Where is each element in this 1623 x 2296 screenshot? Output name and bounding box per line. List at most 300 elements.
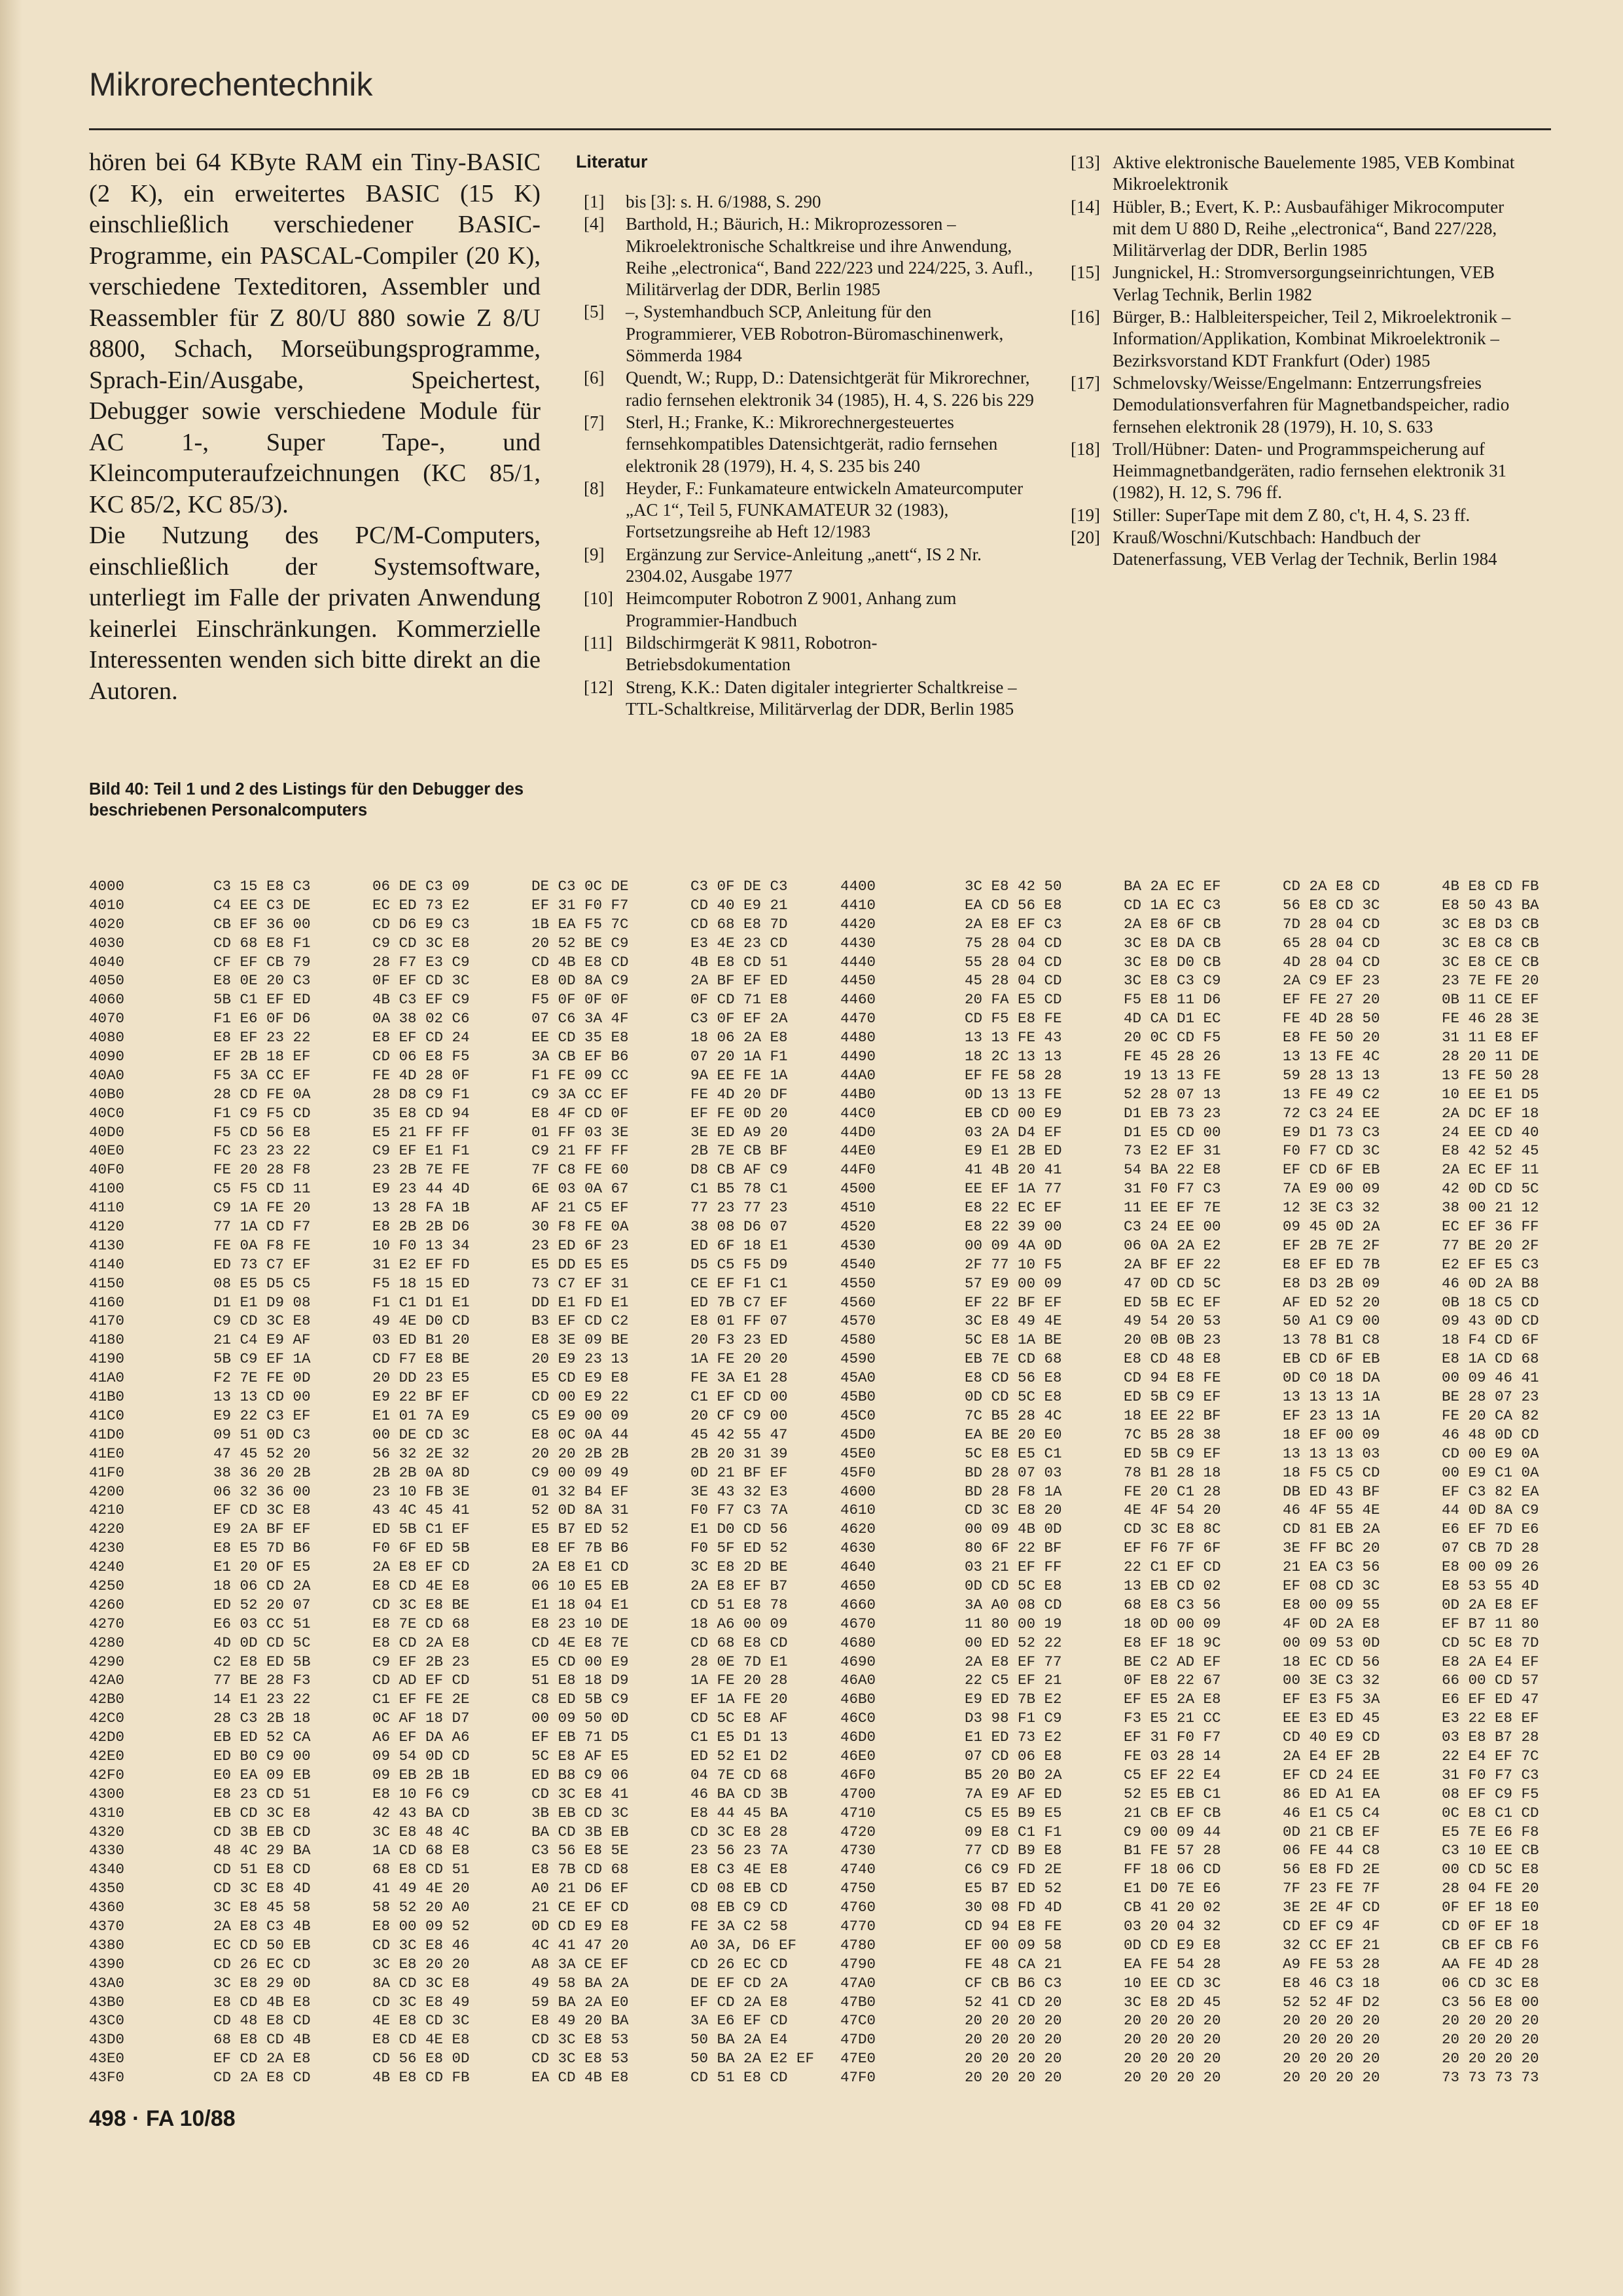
listing-address: 47D0 — [840, 2031, 876, 2049]
listing-bytes: EA FE 54 28 — [1124, 1955, 1221, 1973]
listing-bytes: CF CB B6 C3 — [965, 1974, 1062, 1992]
listing-address: 4710 — [840, 1804, 876, 1821]
listing-bytes: E8 CD 2A E8 — [372, 1634, 470, 1651]
reference-item — [579, 478, 1034, 543]
listing-address: 4750 — [840, 1880, 876, 1897]
listing-bytes: 22 E4 EF 7C — [1442, 1747, 1539, 1765]
listing-bytes: E1 D0 CD 56 — [690, 1520, 788, 1538]
listing-bytes: ED 6F 18 E1 — [690, 1236, 788, 1254]
reference-text: Streng, K.K.: Daten digitaler integrierter Schaltkreise – TTL-Schaltkreise, Militärverlag der DDR, Berlin 1985 — [626, 677, 1017, 719]
listing-bytes: 13 FE 50 28 — [1442, 1066, 1539, 1084]
listing-address: 44D0 — [840, 1123, 876, 1141]
listing-bytes: 30 F8 FE 0A — [531, 1218, 629, 1236]
listing-bytes: EB CD 6F EB — [1283, 1350, 1380, 1368]
listing-bytes: 13 FE 49 C2 — [1283, 1085, 1380, 1103]
listing-row — [840, 934, 1601, 953]
listing-bytes: CD 3C E8 41 — [531, 1785, 629, 1803]
listing-bytes: 3C E8 42 50 — [965, 878, 1062, 895]
listing-row — [840, 1047, 1601, 1066]
listing-address: 4040 — [89, 953, 125, 971]
listing-address: 4590 — [840, 1350, 876, 1368]
listing-address: 4420 — [840, 915, 876, 933]
listing-row — [840, 1350, 1601, 1369]
listing-bytes: CD 00 E9 0A — [1442, 1444, 1539, 1462]
listing-address: 4100 — [89, 1180, 125, 1198]
listing-bytes: 20 20 20 20 — [1283, 2050, 1380, 2068]
listing-bytes: 13 28 FA 1B — [372, 1199, 470, 1217]
listing-row — [89, 1255, 849, 1274]
listing-bytes: 2A EC EF 11 — [1442, 1161, 1539, 1179]
listing-bytes: CD 00 E9 22 — [531, 1388, 629, 1406]
listing-bytes: 19 13 13 FE — [1124, 1066, 1221, 1084]
listing-bytes: C3 0F DE C3 — [690, 878, 788, 895]
listing-address: 4730 — [840, 1842, 876, 1859]
listing-bytes: 24 EE CD 40 — [1442, 1123, 1539, 1141]
listing-bytes: E8 2B 2B D6 — [372, 1218, 470, 1236]
listing-bytes: 73 E2 EF 31 — [1124, 1142, 1221, 1160]
listing-address: 4790 — [840, 1955, 876, 1973]
listing-bytes: E2 EF E5 C3 — [1442, 1255, 1539, 1273]
listing-address: 47A0 — [840, 1974, 876, 1992]
listing-bytes: 32 CC EF 21 — [1283, 1936, 1380, 1954]
listing-row — [89, 1160, 849, 1179]
listing-address: 4310 — [89, 1804, 125, 1821]
listing-bytes: 20 0B 0B 23 — [1124, 1331, 1221, 1349]
listing-bytes: 38 36 20 2B — [213, 1463, 311, 1481]
listing-bytes: DE EF CD 2A — [690, 1974, 788, 1992]
listing-bytes: CD 3C E8 46 — [372, 1936, 470, 1954]
listing-bytes: E8 44 45 BA — [690, 1804, 788, 1821]
listing-bytes: E9 ED 7B E2 — [965, 1691, 1062, 1708]
listing-bytes: E8 46 C3 18 — [1283, 1974, 1380, 1992]
listing-bytes: E9 D1 73 C3 — [1283, 1123, 1380, 1141]
listing-bytes: 12 3E C3 32 — [1283, 1199, 1380, 1217]
listing-row — [89, 1709, 849, 1728]
listing-row — [840, 1577, 1601, 1596]
listing-bytes: EA CD 56 E8 — [965, 896, 1062, 914]
listing-bytes: 18 EF 00 09 — [1283, 1426, 1380, 1443]
listing-bytes: EF 23 13 1A — [1283, 1407, 1380, 1424]
listing-bytes: CD 3C E8 20 — [965, 1501, 1062, 1519]
listing-bytes: 44 0D 8A C9 — [1442, 1501, 1539, 1519]
listing-row — [840, 2030, 1601, 2049]
listing-bytes: 00 E9 C1 0A — [1442, 1463, 1539, 1481]
listing-row — [89, 990, 849, 1009]
listing-bytes: 8A CD 3C E8 — [372, 1974, 470, 1992]
listing-bytes: C3 15 E8 C3 — [213, 878, 311, 895]
listing-row — [89, 1766, 849, 1785]
listing-bytes: 41 4B 20 41 — [965, 1161, 1062, 1179]
listing-row — [840, 1331, 1601, 1350]
listing-bytes: 06 DE C3 09 — [372, 878, 470, 895]
listing-bytes: 3C E8 C8 CB — [1442, 934, 1539, 952]
listing-bytes: 20 20 20 20 — [1442, 2031, 1539, 2049]
listing-bytes: FE 48 CA 21 — [965, 1955, 1062, 1973]
listing-bytes: 20 20 20 20 — [965, 2050, 1062, 2068]
listing-bytes: 45 42 55 47 — [690, 1426, 788, 1443]
listing-bytes: 59 28 13 13 — [1283, 1066, 1380, 1084]
listing-address: 4260 — [89, 1596, 125, 1613]
listing-bytes: 78 B1 28 18 — [1124, 1463, 1221, 1481]
listing-address: 44B0 — [840, 1085, 876, 1103]
reference-text: bis [3]: s. H. 6/1988, S. 290 — [626, 192, 821, 211]
listing-bytes: 09 54 0D CD — [372, 1747, 470, 1765]
listing-bytes: 18 A6 00 09 — [690, 1615, 788, 1632]
listing-bytes: FF 18 06 CD — [1124, 1861, 1221, 1878]
listing-bytes: 0D 2A E8 EF — [1442, 1596, 1539, 1613]
listing-bytes: 59 BA 2A E0 — [531, 1993, 629, 2011]
reference-item — [1065, 152, 1524, 196]
listing-address: 4550 — [840, 1274, 876, 1292]
listing-row — [840, 1520, 1601, 1539]
listing-bytes: 2A E8 EF B7 — [690, 1577, 788, 1594]
listing-bytes: 06 32 36 00 — [213, 1482, 311, 1500]
lead-paragraph-2: Die Nutzung des PC/M-Computers, einschließlich der Systemsoftware, unterliegt im Falle der privaten Anwendung keinerlei Einschränkungen. Kommerzielle Interessenten wenden sich bitte direkt an die Autoren. — [89, 522, 541, 705]
listing-bytes: 21 C4 E9 AF — [213, 1331, 311, 1349]
listing-row — [840, 1312, 1601, 1331]
lead-text — [89, 147, 541, 707]
listing-bytes: CD 3B EB CD — [213, 1823, 311, 1840]
listing-bytes: E8 42 52 45 — [1442, 1142, 1539, 1160]
listing-bytes: 56 E8 FD 2E — [1283, 1861, 1380, 1878]
listing-bytes: EF FE 0D 20 — [690, 1104, 788, 1122]
listing-bytes: C9 21 FF FF — [531, 1142, 629, 1160]
listing-bytes: 09 E8 C1 F1 — [965, 1823, 1062, 1840]
listing-bytes: F1 C1 D1 E1 — [372, 1293, 470, 1311]
listing-row — [89, 1879, 849, 1898]
listing-row — [840, 1879, 1601, 1898]
listing-bytes: 3C E8 45 58 — [213, 1899, 311, 1916]
listing-bytes: 23 2B 7E FE — [372, 1161, 470, 1179]
listing-bytes: ED 5B EC EF — [1124, 1293, 1221, 1311]
listing-address: 4460 — [840, 991, 876, 1009]
listing-bytes: FE 3A C2 58 — [690, 1917, 788, 1935]
listing-bytes: 00 09 53 0D — [1283, 1634, 1380, 1651]
listing-row — [89, 1690, 849, 1709]
reference-text: Quendt, W.; Rupp, D.: Datensichtgerät für Mikrorechner, radio fernsehen elektronik 34 (1985), H. 4, S. 226 bis 229 — [626, 368, 1034, 410]
page-footer: 498 · FA 10/88 — [89, 2106, 236, 2131]
listing-bytes: C9 CD 3C E8 — [213, 1312, 311, 1330]
listing-bytes: 28 D8 C9 F1 — [372, 1085, 470, 1103]
listing-bytes: 01 32 B4 EF — [531, 1482, 629, 1500]
listing-row — [840, 1198, 1601, 1217]
listing-bytes: EF 22 BF EF — [965, 1293, 1062, 1311]
listing-bytes: 5C E8 E5 C1 — [965, 1444, 1062, 1462]
reference-item — [579, 632, 1034, 676]
listing-bytes: 00 ED 52 22 — [965, 1634, 1062, 1651]
reference-text: Krauß/Woschni/Kutschbach: Handbuch der Datenerfassung, VEB Verlag der Technik, Berlin 1984 — [1113, 528, 1497, 569]
listing-row — [89, 1217, 849, 1236]
listing-bytes: 31 F0 F7 C3 — [1124, 1180, 1221, 1198]
listing-bytes: ED 5B C9 EF — [1124, 1444, 1221, 1462]
listing-address: 42D0 — [89, 1729, 125, 1746]
reference-item — [1065, 196, 1524, 262]
listing-row — [840, 1993, 1601, 2012]
listing-bytes: 7F C8 FE 60 — [531, 1161, 629, 1179]
listing-address: 4230 — [89, 1539, 125, 1557]
reference-number: [15] — [1071, 262, 1100, 283]
listing-bytes: 18 06 CD 2A — [213, 1577, 311, 1594]
listing-bytes: 3C E8 D3 CB — [1442, 915, 1539, 933]
listing-bytes: CD 94 E8 FE — [965, 1917, 1062, 1935]
listing-bytes: 38 08 D6 07 — [690, 1218, 788, 1236]
listing-bytes: D8 CB AF C9 — [690, 1161, 788, 1179]
listing-address: 4470 — [840, 1010, 876, 1028]
listing-bytes: ED 52 20 07 — [213, 1596, 311, 1613]
listing-bytes: CD 3C E8 BE — [372, 1596, 470, 1613]
listing-address: 47F0 — [840, 2069, 876, 2087]
listing-bytes: 3E FF BC 20 — [1283, 1539, 1380, 1557]
listing-address: 4720 — [840, 1823, 876, 1840]
listing-bytes: 00 CD 5C E8 — [1442, 1861, 1539, 1878]
listing-bytes: 3E ED A9 20 — [690, 1123, 788, 1141]
listing-bytes: ED 5B C9 EF — [1124, 1388, 1221, 1406]
listing-bytes: DD E1 FD E1 — [531, 1293, 629, 1311]
listing-bytes: 41 49 4E 20 — [372, 1880, 470, 1897]
listing-bytes: 46 4F 55 4E — [1283, 1501, 1380, 1519]
listing-bytes: F0 6F ED 5B — [372, 1539, 470, 1557]
listing-row — [840, 1841, 1601, 1860]
listing-row — [840, 1274, 1601, 1293]
listing-address: 44F0 — [840, 1161, 876, 1179]
listing-bytes: E1 ED 73 E2 — [965, 1729, 1062, 1746]
listing-address: 4600 — [840, 1482, 876, 1500]
listing-row — [840, 1085, 1601, 1104]
listing-bytes: 72 C3 24 EE — [1283, 1104, 1380, 1122]
listing-row — [89, 1823, 849, 1842]
listing-row — [89, 2049, 849, 2068]
listing-bytes: 11 80 00 19 — [965, 1615, 1062, 1632]
listing-row — [89, 1955, 849, 1974]
listing-bytes: CD 0F EF 18 — [1442, 1917, 1539, 1935]
reference-item — [579, 213, 1034, 300]
listing-row — [89, 2030, 849, 2049]
listing-bytes: BA CD 3B EB — [531, 1823, 629, 1840]
listing-bytes: 4E E8 CD 3C — [372, 2012, 470, 2030]
listing-address: 43F0 — [89, 2069, 125, 2087]
listing-address: 4400 — [840, 878, 876, 895]
listing-bytes: 4F 0D 2A E8 — [1283, 1615, 1380, 1632]
listing-bytes: CD 2A E8 CD — [213, 2069, 311, 2087]
listing-bytes: 2A E8 EF 77 — [965, 1653, 1062, 1670]
listing-address: 46F0 — [840, 1766, 876, 1784]
listing-row — [840, 1463, 1601, 1482]
listing-bytes: 0B 18 C5 CD — [1442, 1293, 1539, 1311]
listing-bytes: F3 E5 21 CC — [1124, 1710, 1221, 1727]
listing-row — [89, 2011, 849, 2030]
listing-bytes: 2A E8 E1 CD — [531, 1558, 629, 1576]
listing-address: 41F0 — [89, 1463, 125, 1481]
listing-bytes: 23 10 FB 3E — [372, 1482, 470, 1500]
reference-item — [1065, 505, 1524, 526]
listing-row — [89, 1009, 849, 1028]
listing-bytes: E5 7E E6 F8 — [1442, 1823, 1539, 1840]
listing-bytes: C2 E8 ED 5B — [213, 1653, 311, 1670]
listing-bytes: C5 E5 B9 E5 — [965, 1804, 1062, 1821]
listing-address: 46C0 — [840, 1710, 876, 1727]
listing-bytes: CD D6 E9 C3 — [372, 915, 470, 933]
listing-bytes: EE CD 35 E8 — [531, 1029, 629, 1047]
listing-bytes: EF 31 F0 F7 — [1124, 1729, 1221, 1746]
listing-bytes: FE 45 28 26 — [1124, 1048, 1221, 1066]
listing-bytes: 47 0D CD 5C — [1124, 1274, 1221, 1292]
listing-bytes: EF F6 7F 6F — [1124, 1539, 1221, 1557]
listing-row — [840, 1917, 1601, 1936]
listing-bytes: 0D CD E9 E8 — [1124, 1936, 1221, 1954]
listing-bytes: CD AD EF CD — [372, 1672, 470, 1689]
listing-bytes: C1 E5 D1 13 — [690, 1729, 788, 1746]
reference-number: [14] — [1071, 196, 1100, 217]
listing-bytes: EB 7E CD 68 — [965, 1350, 1062, 1368]
listing-bytes: EF 08 CD 3C — [1283, 1577, 1380, 1594]
listing-bytes: CD 26 EC CD — [690, 1955, 788, 1973]
listing-address: 4330 — [89, 1842, 125, 1859]
listing-address: 4540 — [840, 1255, 876, 1273]
listing-bytes: 31 F0 F7 C3 — [1442, 1766, 1539, 1784]
listing-row — [840, 1747, 1601, 1766]
listing-bytes: 9A EE FE 1A — [690, 1066, 788, 1084]
listing-bytes: D3 98 F1 C9 — [965, 1710, 1062, 1727]
listing-bytes: 21 CE EF CD — [531, 1899, 629, 1916]
reference-number: [7] — [584, 412, 605, 432]
reference-list-right — [1065, 152, 1524, 571]
listing-address: 4150 — [89, 1274, 125, 1292]
listing-bytes: E8 EF 7B B6 — [531, 1539, 629, 1557]
listing-bytes: E9 2A BF EF — [213, 1520, 311, 1538]
listing-address: 4320 — [89, 1823, 125, 1840]
listing-address: 46B0 — [840, 1691, 876, 1708]
reference-item — [1065, 306, 1524, 372]
listing-address: 41D0 — [89, 1426, 125, 1443]
listing-row — [840, 953, 1601, 972]
listing-row — [840, 1217, 1601, 1236]
listing-row — [89, 1369, 849, 1388]
listing-address: 40B0 — [89, 1085, 125, 1103]
listing-bytes: 00 09 46 41 — [1442, 1369, 1539, 1387]
reference-item — [579, 301, 1034, 367]
listing-address: 4630 — [840, 1539, 876, 1557]
listing-bytes: 28 F7 E3 C9 — [372, 953, 470, 971]
listing-address: 4500 — [840, 1180, 876, 1198]
listing-bytes: BD 28 F8 1A — [965, 1482, 1062, 1500]
reference-number: [13] — [1071, 152, 1100, 172]
listing-bytes: E8 00 09 26 — [1442, 1558, 1539, 1576]
listing-row — [89, 1577, 849, 1596]
reference-item — [579, 677, 1034, 721]
listing-bytes: 0F EF CD 3C — [372, 972, 470, 990]
listing-bytes: 06 0A 2A E2 — [1124, 1236, 1221, 1254]
listing-bytes: E8 0C 0A 44 — [531, 1426, 629, 1443]
listing-bytes: E8 7E CD 68 — [372, 1615, 470, 1632]
listing-bytes: 49 58 BA 2A — [531, 1974, 629, 1992]
listing-bytes: 2A E8 EF C3 — [965, 915, 1062, 933]
listing-address: 4640 — [840, 1558, 876, 1576]
reference-number: [11] — [584, 632, 613, 653]
listing-bytes: E9 E1 2B ED — [965, 1142, 1062, 1160]
listing-row — [89, 1482, 849, 1501]
reference-number: [18] — [1071, 439, 1100, 459]
listing-row — [840, 1615, 1601, 1634]
listing-address: 44A0 — [840, 1066, 876, 1084]
listing-bytes: 0D C0 18 DA — [1283, 1369, 1380, 1387]
listing-row — [840, 1293, 1601, 1312]
listing-bytes: EA CD 4B E8 — [531, 2069, 629, 2087]
listing-bytes: E8 50 43 BA — [1442, 896, 1539, 914]
listing-bytes: 00 09 4A 0D — [965, 1236, 1062, 1254]
listing-bytes: CD 81 EB 2A — [1283, 1520, 1380, 1538]
listing-bytes: A0 3A, D6 EF — [690, 1936, 797, 1954]
listing-bytes: 18 EC CD 56 — [1283, 1653, 1380, 1670]
listing-bytes: CD 06 E8 F5 — [372, 1048, 470, 1066]
listing-bytes: 08 EB C9 CD — [690, 1899, 788, 1916]
listing-bytes: 1A FE 20 28 — [690, 1672, 788, 1689]
listing-bytes: E3 22 E8 EF — [1442, 1710, 1539, 1727]
listing-row — [840, 877, 1601, 896]
listing-address: 47C0 — [840, 2012, 876, 2030]
listing-bytes: B5 20 B0 2A — [965, 1766, 1062, 1784]
listing-bytes: E5 CD 00 E9 — [531, 1653, 629, 1670]
listing-bytes: 08 EF C9 F5 — [1442, 1785, 1539, 1803]
listing-row — [89, 1274, 849, 1293]
listing-bytes: CD 3C E8 53 — [531, 2050, 629, 2068]
listing-bytes: 54 BA 22 E8 — [1124, 1161, 1221, 1179]
listing-bytes: C1 EF FE 2E — [372, 1691, 470, 1708]
listing-row — [89, 1936, 849, 1955]
listing-bytes: 49 4E D0 CD — [372, 1312, 470, 1330]
listing-address: 4390 — [89, 1955, 125, 1973]
listing-row — [89, 1388, 849, 1407]
listing-row — [840, 1444, 1601, 1463]
listing-bytes: 68 E8 C3 56 — [1124, 1596, 1221, 1613]
reference-number: [20] — [1071, 528, 1100, 548]
listing-bytes: EF CD 3C E8 — [213, 1501, 311, 1519]
listing-bytes: FC 23 23 22 — [213, 1142, 311, 1160]
listing-bytes: 00 3E C3 32 — [1283, 1672, 1380, 1689]
listing-bytes: E8 23 10 DE — [531, 1615, 629, 1632]
listing-bytes: 7F 23 FE 7F — [1283, 1880, 1380, 1897]
listing-bytes: 1A CD 68 E8 — [372, 1842, 470, 1859]
listing-bytes: 03 ED B1 20 — [372, 1331, 470, 1349]
listing-row — [89, 1198, 849, 1217]
listing-bytes: 03 21 EF FF — [965, 1558, 1062, 1576]
listing-bytes: 11 EE EF 7E — [1124, 1199, 1221, 1217]
listing-bytes: 2A E8 C3 4B — [213, 1917, 311, 1935]
listing-bytes: 73 C7 EF 31 — [531, 1274, 629, 1292]
reference-number: [10] — [584, 588, 613, 609]
listing-bytes: E6 EF ED 47 — [1442, 1691, 1539, 1708]
listing-bytes: CD 40 E9 21 — [690, 896, 788, 914]
listing-row — [89, 2068, 849, 2087]
listing-bytes: E5 B7 ED 52 — [965, 1880, 1062, 1897]
listing-row — [840, 1898, 1601, 1917]
listing-row — [840, 1974, 1601, 1993]
listing-bytes: 20 F3 23 ED — [690, 1331, 788, 1349]
listing-bytes: E3 4E 23 CD — [690, 934, 788, 952]
listing-row — [840, 1482, 1601, 1501]
listing-address: 4250 — [89, 1577, 125, 1594]
reference-number: [8] — [584, 478, 605, 498]
listing-bytes: FE 4D 28 50 — [1283, 1010, 1380, 1028]
listing-bytes: 4B C3 EF C9 — [372, 991, 470, 1009]
listing-bytes: 38 00 21 12 — [1442, 1199, 1539, 1217]
listing-row — [89, 1653, 849, 1672]
listing-address: 43B0 — [89, 1993, 125, 2011]
listing-bytes: A6 EF DA A6 — [372, 1729, 470, 1746]
listing-bytes: B1 FE 57 28 — [1124, 1842, 1221, 1859]
listing-bytes: 35 E8 CD 94 — [372, 1104, 470, 1122]
listing-bytes: E1 D0 7E E6 — [1124, 1880, 1221, 1897]
listing-bytes: E1 20 OF E5 — [213, 1558, 311, 1576]
